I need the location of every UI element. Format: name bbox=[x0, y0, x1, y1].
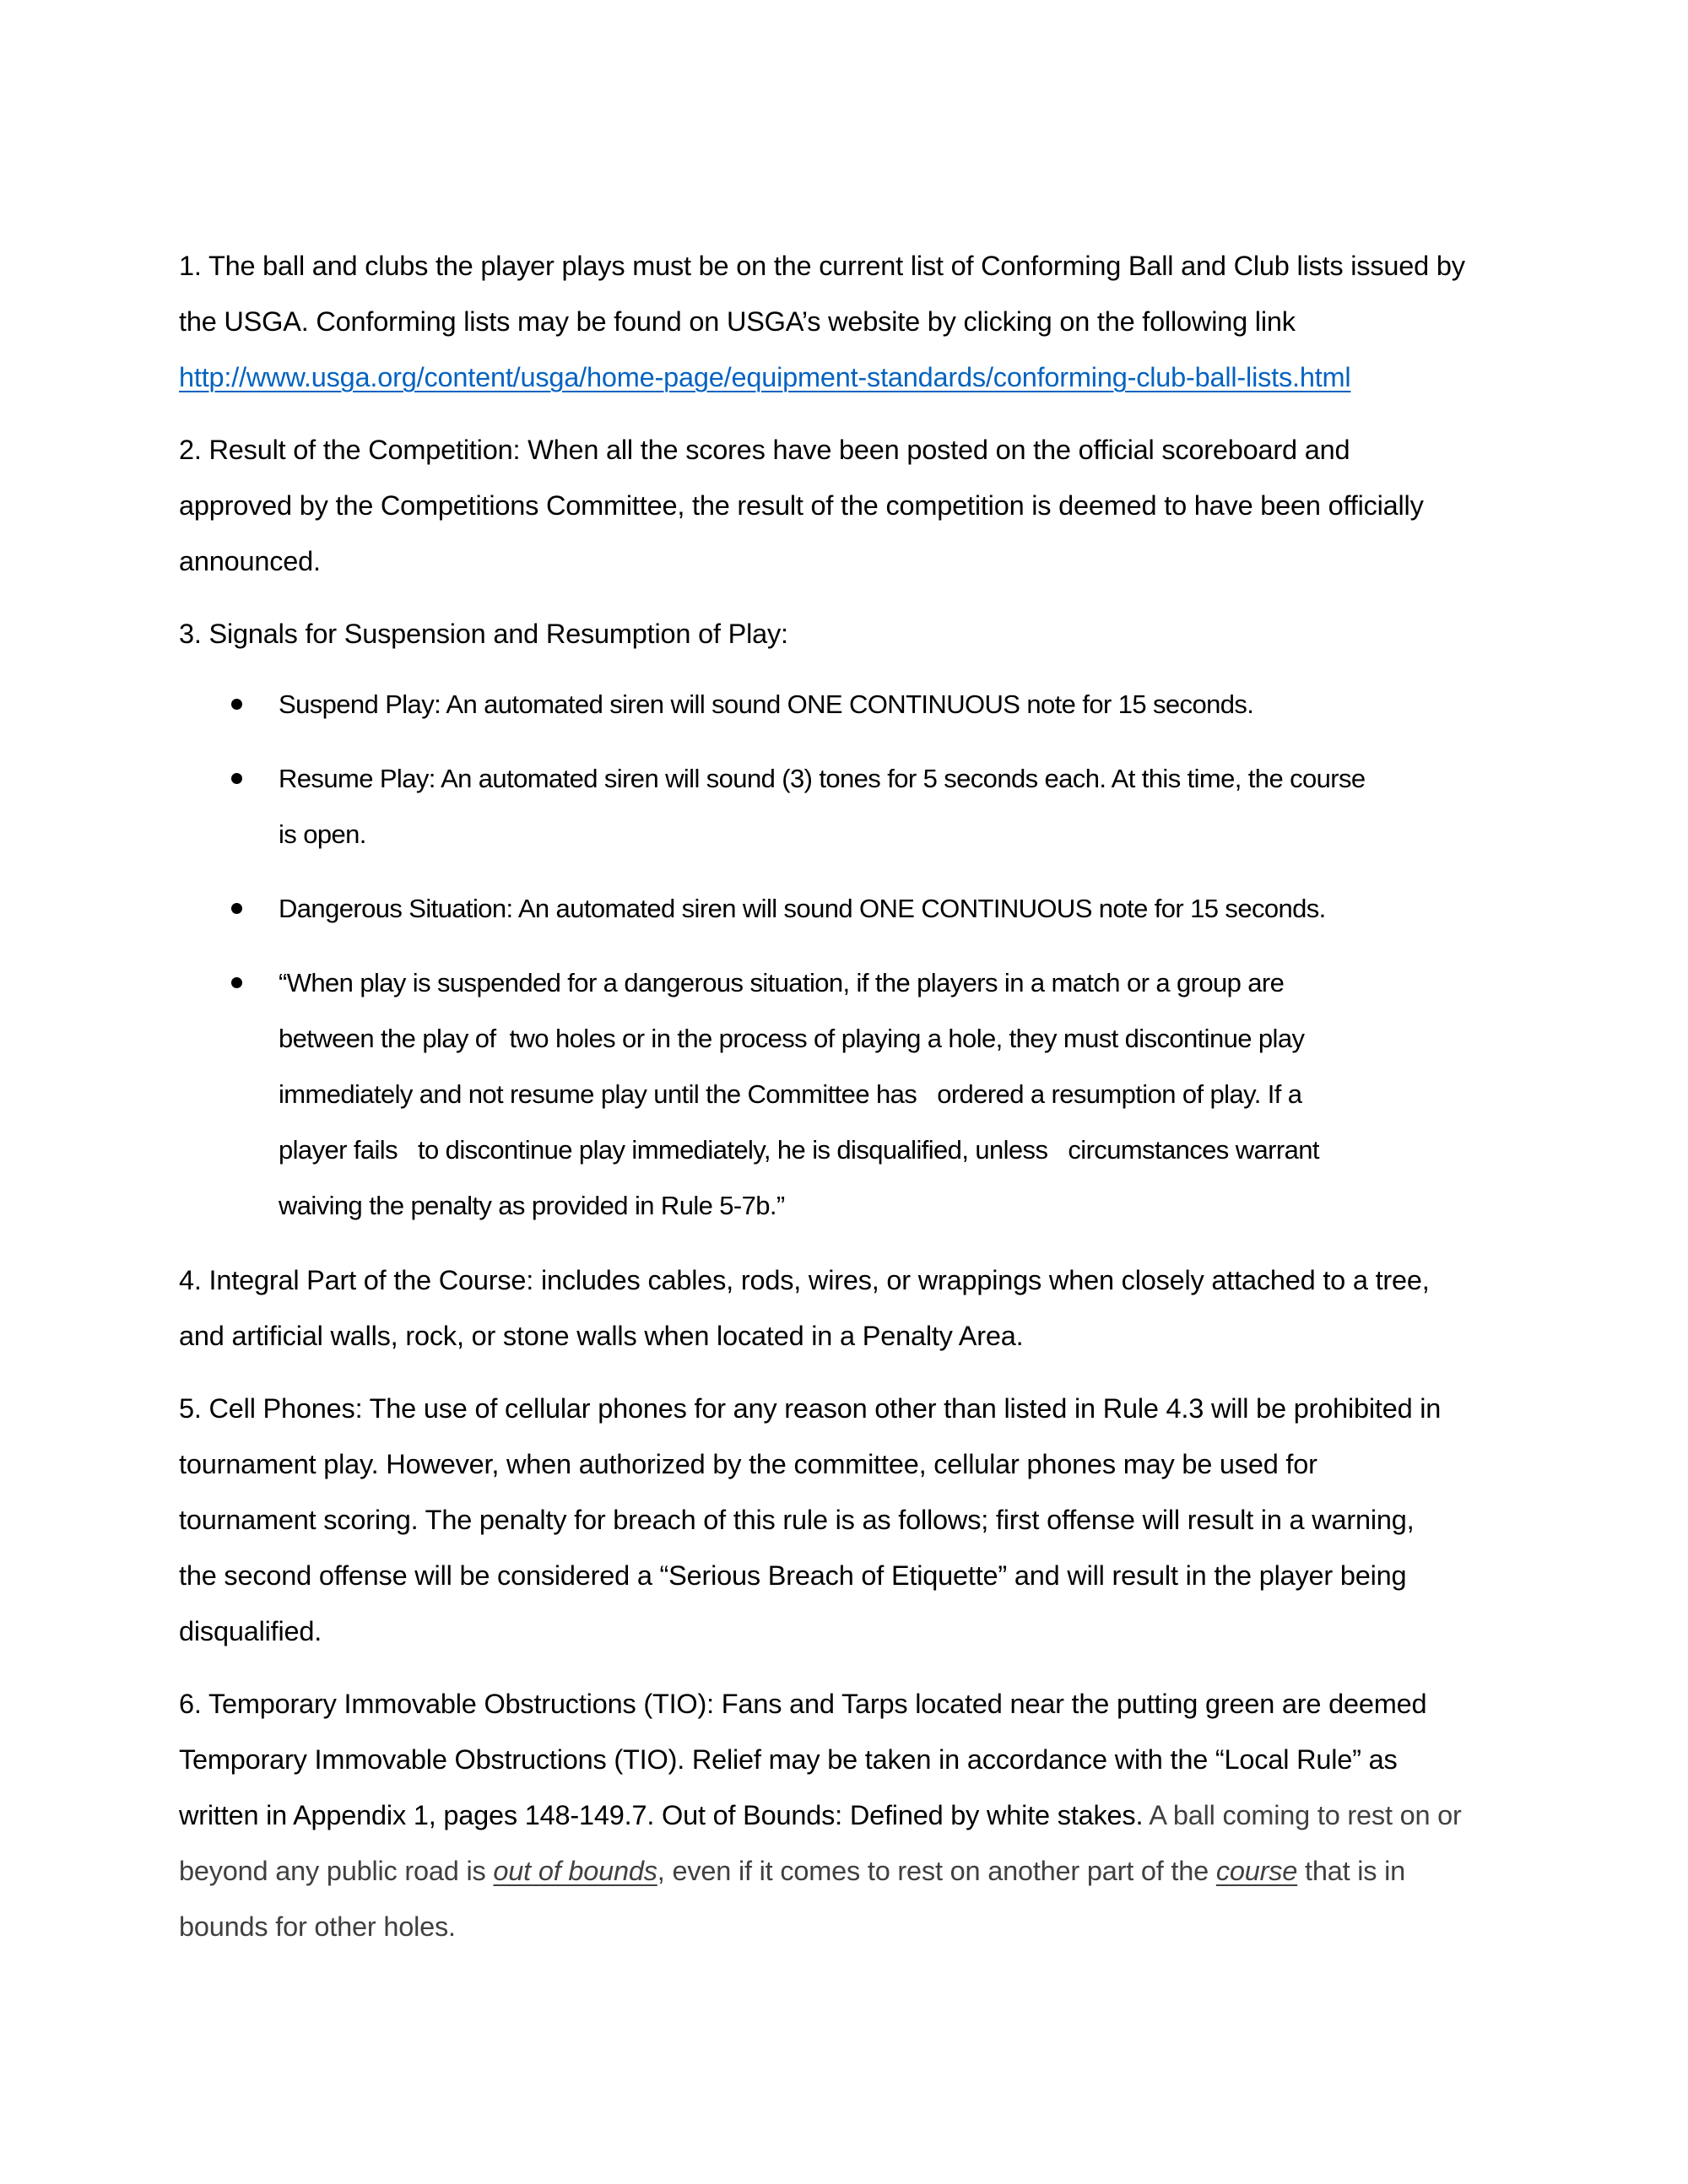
text-line: immediately and not resume play until the Committee has ordered a resumption of play. If a bbox=[279, 1079, 1302, 1109]
text-line: announced. bbox=[179, 546, 321, 576]
text-line: Temporary Immovable Obstructions (TIO). Relief may be taken in accordance with the “Local Rule” as bbox=[179, 1744, 1398, 1775]
text-line: the second offense will be considered a “Serious Breach of Etiquette” and will result in the player being bbox=[179, 1560, 1407, 1591]
text-segment: , even if it comes to rest on another part of the bbox=[657, 1856, 1216, 1886]
rule-3-signals-heading bbox=[179, 606, 1521, 662]
text-line bbox=[179, 1843, 1521, 1899]
usga-conforming-lists-link[interactable]: http://www.usga.org/content/usga/home-page/equipment-standards/conforming-club-ball-lists.html bbox=[179, 362, 1351, 392]
text-line: waiving the penalty as provided in Rule 5-7b.” bbox=[279, 1191, 785, 1220]
text-line: Resume Play: An automated siren will sound (3) tones for 5 seconds each. At this time, the course bbox=[279, 764, 1366, 793]
rule-4-integral-part bbox=[179, 1252, 1521, 1364]
bullet-suspend-play bbox=[179, 677, 1521, 733]
text-line: 5. Cell Phones: The use of cellular phones for any reason other than listed in Rule 4.3 will be prohibited in bbox=[179, 1393, 1442, 1424]
text-line: Dangerous Situation: An automated siren will sound ONE CONTINUOUS note for 15 seconds. bbox=[279, 894, 1326, 923]
text-line: the USGA. Conforming lists may be found on USGA’s website by clicking on the following link bbox=[179, 306, 1296, 337]
rule-5-cell-phones bbox=[179, 1381, 1521, 1659]
bullet-icon bbox=[231, 903, 242, 914]
text-line: tournament scoring. The penalty for breach of this rule is as follows; first offense will result in a warning, bbox=[179, 1505, 1415, 1535]
term-course: course bbox=[1215, 1856, 1298, 1886]
text-line: approved by the Competitions Committee, the result of the competition is deemed to have been officially bbox=[179, 490, 1424, 521]
bullet-icon bbox=[231, 977, 242, 988]
text-line: Suspend Play: An automated siren will sound ONE CONTINUOUS note for 15 seconds. bbox=[279, 689, 1254, 719]
term-out-of-bounds: out of bounds bbox=[493, 1856, 657, 1886]
text-line: bounds for other holes. bbox=[179, 1911, 456, 1942]
text-line: disqualified. bbox=[179, 1616, 322, 1646]
text-line: between the play of two holes or in the process of playing a hole, they must discontinue play bbox=[279, 1024, 1305, 1053]
text-line bbox=[179, 1787, 1521, 1843]
bullet-icon bbox=[231, 773, 242, 784]
text-line: 1. The ball and clubs the player plays must be on the current list of Conforming Ball and Club lists issued by bbox=[179, 251, 1465, 281]
rule-6-tio-and-7-out-of-bounds bbox=[179, 1676, 1521, 1954]
bullet-dangerous-situation-quote bbox=[179, 955, 1521, 1234]
text-segment: that is in bbox=[1297, 1856, 1406, 1886]
rule-1-equipment bbox=[179, 238, 1521, 405]
text-line: 6. Temporary Immovable Obstructions (TIO): Fans and Tarps located near the putting green are deemed bbox=[179, 1689, 1427, 1719]
text-line: 2. Result of the Competition: When all the scores have been posted on the official scoreboard and bbox=[179, 435, 1350, 465]
text-line: player fails to discontinue play immediately, he is disqualified, unless circumstances warrant bbox=[279, 1135, 1319, 1165]
signals-bullet-list bbox=[179, 677, 1521, 1234]
bullet-resume-play bbox=[179, 751, 1521, 862]
document-page bbox=[179, 238, 1521, 1971]
out-of-bounds-note: A ball coming to rest on or bbox=[1143, 1800, 1462, 1830]
text-line: is open. bbox=[279, 819, 366, 849]
text-line: 4. Integral Part of the Course: includes cables, rods, wires, or wrappings when closely attached to a tree, bbox=[179, 1265, 1430, 1295]
bullet-dangerous-situation bbox=[179, 881, 1521, 937]
bullet-icon bbox=[231, 699, 242, 710]
text-segment: beyond any public road is bbox=[179, 1856, 494, 1886]
text-line: “When play is suspended for a dangerous situation, if the players in a match or a group are bbox=[279, 968, 1285, 997]
text-line: 3. Signals for Suspension and Resumption of Play: bbox=[179, 619, 788, 649]
text-line: tournament play. However, when authorized by the committee, cellular phones may be used for bbox=[179, 1449, 1317, 1479]
out-of-bounds-definition: written in Appendix 1, pages 148-149.7. Out of Bounds: Defined by white stakes. bbox=[179, 1800, 1144, 1830]
text-line: and artificial walls, rock, or stone walls when located in a Penalty Area. bbox=[179, 1321, 1024, 1351]
rule-2-result-of-competition bbox=[179, 422, 1521, 589]
